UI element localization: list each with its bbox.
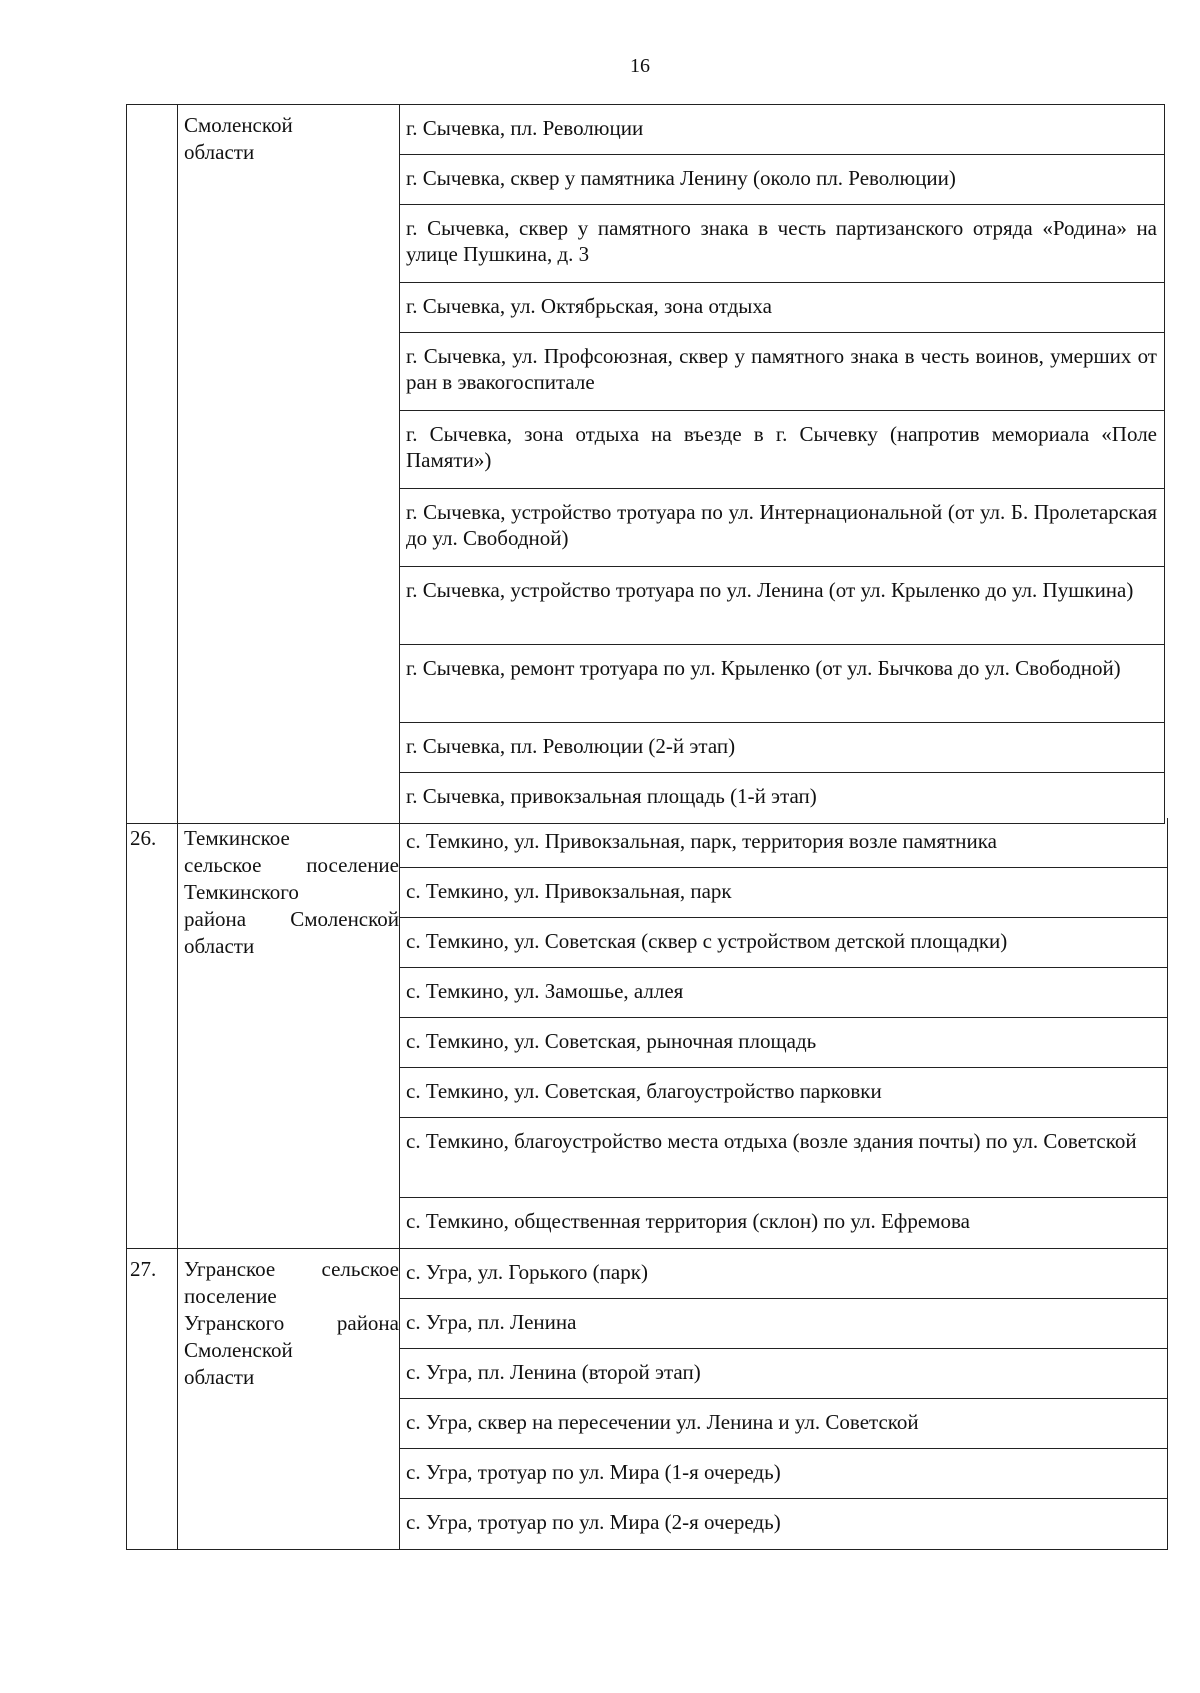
territory-cell: с. Темкино, общественная территория (склон) по ул. Ефремова [400,1198,1168,1248]
territory-cell: с. Угра, пл. Ленина (второй этап) [400,1349,1168,1399]
municipality-line: сельское поселение [184,853,399,877]
territory-cell: г. Сычевка, устройство тротуара по ул. Интернациональной (от ул. Б. Пролетарская до ул. Свободной) [400,489,1165,567]
territory-cell: г. Сычевка, зона отдыха на въезде в г. Сычевку (напротив мемориала «Поле Памяти») [400,411,1165,489]
table-row-26 [127,818,1168,1249]
territory-cell: с. Угра, сквер на пересечении ул. Ленина и ул. Советской [400,1399,1168,1449]
municipality-line: Темкинское [184,826,290,850]
territory-cell: г. Сычевка, ремонт тротуара по ул. Крыленко (от ул. Бычкова до ул. Свободной) [400,645,1165,723]
territory-cell: с. Угра, ул. Горького (парк) [400,1249,1168,1299]
territory-cell: г. Сычевка, ул. Октябрьская, зона отдыха [400,283,1165,333]
territory-cell: с. Темкино, ул. Советская, рыночная площадь [400,1018,1168,1068]
territory-list [400,818,1168,1248]
territory-cell: с. Угра, пл. Ленина [400,1299,1168,1349]
page-number: 16 [630,55,650,77]
territory-cell: с. Темкино, ул. Замошье, аллея [400,968,1168,1018]
municipality-line: области [184,934,255,958]
territory-list [400,105,1165,823]
territory-cell: г. Сычевка, пл. Революции [400,105,1165,155]
territory-cell: с. Темкино, ул. Советская (сквер с устройством детской площадки) [400,918,1168,968]
row-number: 27. [127,1249,178,1549]
municipality-line: области [184,140,255,164]
territories-table-part-1 [126,104,1165,824]
territory-cell: г. Сычевка, пл. Революции (2-й этап) [400,723,1165,773]
territory-cell: г. Сычевка, устройство тротуара по ул. Ленина (от ул. Крыленко до ул. Пушкина) [400,567,1165,645]
municipality-name [178,105,400,823]
municipality-line: района Смоленской [184,907,399,931]
territory-list [400,1249,1168,1549]
territory-cell: г. Сычевка, сквер у памятника Ленину (около пл. Революции) [400,155,1165,205]
territory-cell: с. Угра, тротуар по ул. Мира (2-я очередь) [400,1499,1168,1549]
territory-cell: г. Сычевка, ул. Профсоюзная, сквер у памятного знака в честь воинов, умерших от ран в эвакогоспитале [400,333,1165,411]
municipality-line: Угранского района [184,1311,399,1335]
territory-cell: с. Темкино, ул. Привокзальная, парк, территория возле памятника [400,818,1168,868]
municipality-line: Угранское сельское [184,1257,399,1281]
municipality-line: Смоленской [184,113,293,137]
municipality-name [178,1249,400,1549]
row-number: 26. [127,818,178,1248]
territory-cell: с. Темкино, ул. Привокзальная, парк [400,868,1168,918]
municipality-line: Смоленской [184,1338,293,1362]
row-number [127,105,178,823]
territory-cell: г. Сычевка, привокзальная площадь (1-й этап) [400,773,1165,823]
territory-cell: с. Угра, тротуар по ул. Мира (1-я очередь) [400,1449,1168,1499]
table-row-27 [127,1249,1168,1550]
territories-table-part-2 [126,818,1168,1550]
territory-cell: с. Темкино, ул. Советская, благоустройство парковки [400,1068,1168,1118]
table-row-continuation [127,105,1165,824]
municipality-line: Темкинского [184,880,299,904]
territory-cell: с. Темкино, благоустройство места отдыха (возле здания почты) по ул. Советской [400,1118,1168,1198]
territory-cell: г. Сычевка, сквер у памятного знака в честь партизанского отряда «Родина» на улице Пушкина, д. 3 [400,205,1165,283]
municipality-line: поселение [184,1284,277,1308]
municipality-name [178,818,400,1248]
municipality-line: области [184,1365,255,1389]
